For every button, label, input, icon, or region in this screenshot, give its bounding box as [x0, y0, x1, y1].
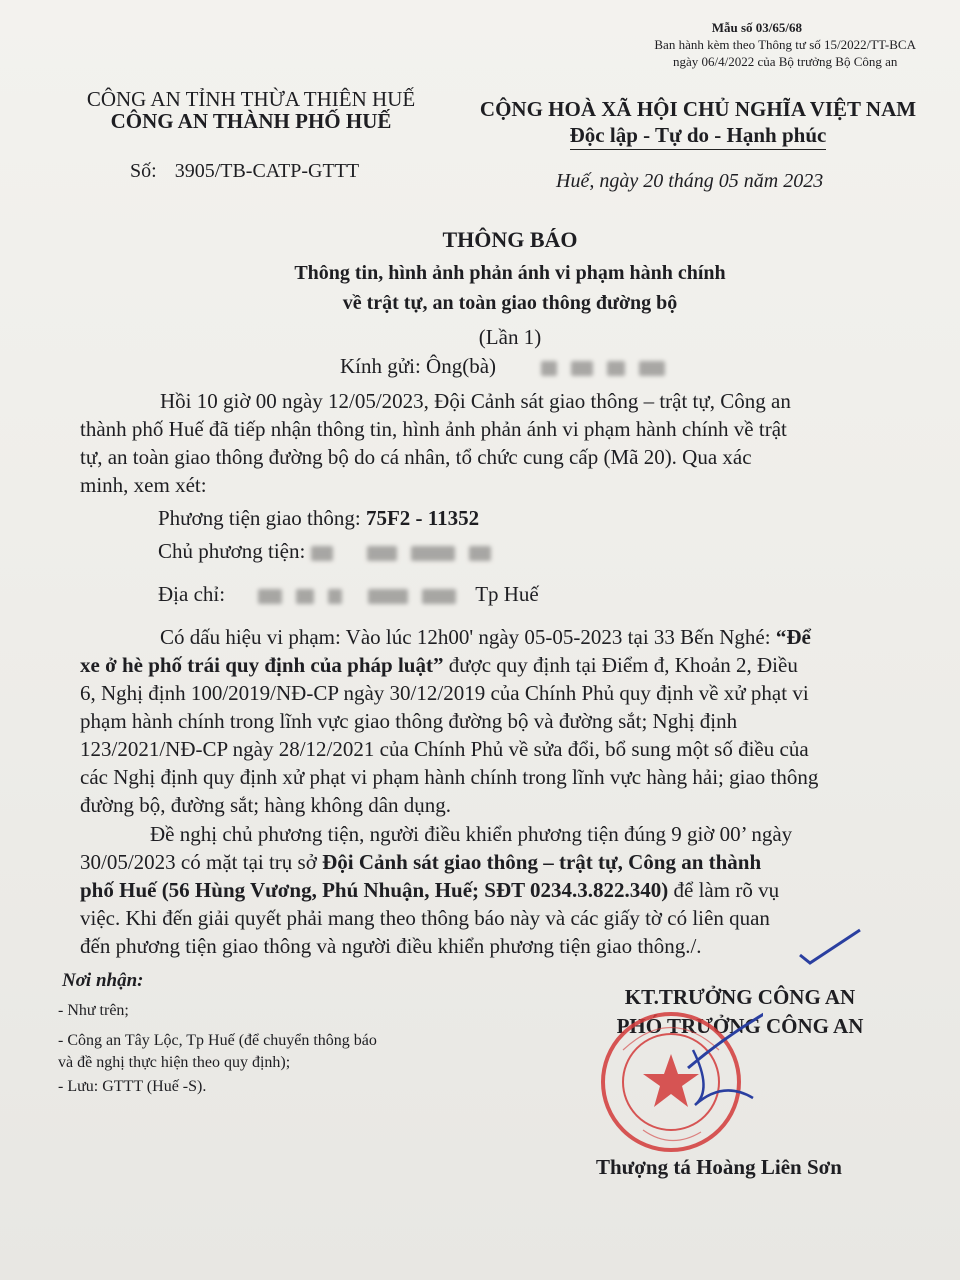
text-line-bold: “Để: [775, 625, 811, 649]
recipients-item: - Như trên;: [58, 1002, 129, 1019]
paragraph-request: [80, 820, 915, 960]
vehicle-plate: 75F2 - 11352: [365, 506, 480, 530]
vehicle-field: [158, 506, 479, 531]
signer-name: Thượng tá Hoàng Liên Sơn: [596, 1155, 842, 1179]
doc-no-value: 3905/TB-CATP-GTTT: [174, 160, 360, 182]
paragraph-receipt: [80, 387, 915, 499]
form-number: Mẫu số 03/65/68: [711, 20, 802, 35]
form-note-line: Ban hành kèm theo Thông tư số 15/2022/TT-BCA: [654, 37, 916, 52]
recipients-item: và đề nghị thực hiện theo quy định);: [58, 1054, 291, 1071]
violation-name: xe ở hè phố trái quy định của pháp luật”: [80, 653, 444, 677]
address-label: Địa chỉ:: [158, 582, 226, 606]
sign-title: KT.TRƯỞNG CÔNG AN: [624, 985, 856, 1009]
national-heading: [468, 96, 928, 150]
subtitle-line: Thông tin, hình ảnh phản ánh vi phạm hành chính: [294, 262, 726, 284]
owner-field: [158, 539, 505, 564]
recipients-title: Nơi nhận:: [62, 970, 144, 991]
form-note-line: ngày 06/4/2022 của Bộ trưởng Bộ Công an: [672, 54, 898, 69]
sign-title: PHÓ TRƯỞNG CÔNG AN: [616, 1014, 864, 1038]
agency-parent: CÔNG AN TỈNH THỪA THIÊN HUẾ: [86, 87, 416, 111]
text-line: phạm hành chính trong lĩnh vực giao thông đường bộ và đường sắt; Nghị định: [80, 709, 738, 733]
redacted-owner: [311, 539, 505, 563]
text-line: Đề nghị chủ phương tiện, người điều khiển phương tiện đúng 9 giờ 00’ ngày: [150, 822, 793, 846]
text-line: để làm rõ vụ: [668, 878, 780, 902]
text-line: minh, xem xét:: [80, 473, 207, 497]
recipients-item: - Lưu: GTTT (Huế -S).: [58, 1078, 207, 1095]
redacted-name: [541, 354, 679, 378]
addressee: [340, 354, 679, 379]
text-line: Có dấu hiệu vi phạm: Vào lúc 12h00' ngày 05-05-2023 tại 33 Bến Nghé:: [160, 625, 776, 649]
document-number: [130, 160, 359, 183]
place-date: Huế, ngày 20 tháng 05 năm 2023: [556, 170, 824, 192]
text-line: thành phố Huế đã tiếp nhận thông tin, hình ảnh phản ánh vi phạm hành chính về trật: [80, 417, 787, 441]
nation-name: CỘNG HOÀ XÃ HỘI CHỦ NGHĨA VIỆT NAM: [479, 97, 917, 121]
owner-label: Chủ phương tiện:: [158, 539, 306, 563]
recipients-item: - Công an Tây Lộc, Tp Huế (để chuyển thông báo: [58, 1032, 377, 1049]
vehicle-label: Phương tiện giao thông:: [158, 506, 361, 530]
office-address: phố Huế (56 Hùng Vương, Phú Nhuận, Huế; SĐT 0234.3.822.340): [80, 878, 669, 902]
text-line: tự, an toàn giao thông đường bộ do cá nhân, tổ chức cung cấp (Mã 20). Qua xác: [80, 445, 752, 469]
motto: Độc lập - Tự do - Hạnh phúc: [570, 122, 827, 150]
text-line: được quy định tại Điểm đ, Khoản 2, Điều: [443, 653, 798, 677]
address-city: Tp Huế: [475, 582, 539, 606]
document-title: THÔNG BÁO: [442, 227, 578, 252]
text-line: đến phương tiện giao thông và người điều khiển phương tiện giao thông./.: [80, 934, 702, 958]
text-line: các Nghị định quy định xử phạt vi phạm hành chính trong lĩnh vực hàng hải; giao thông: [80, 765, 819, 789]
redacted-address: [258, 582, 470, 606]
signature-tick-icon: [795, 925, 865, 965]
text-line: việc. Khi đến giải quyết phải mang theo thông báo này và các giấy tờ có liên quan: [80, 906, 770, 930]
text-line: 6, Nghị định 100/2019/NĐ-CP ngày 30/12/2019 của Chính Phủ quy định về xử phạt vi: [80, 681, 809, 705]
agency-name: CÔNG AN THÀNH PHỐ HUẾ: [110, 109, 392, 133]
notice-round: (Lần 1): [478, 325, 542, 349]
address-field: [158, 582, 539, 607]
addressee-label: Kính gửi: Ông(bà): [340, 354, 497, 378]
text-line: 123/2021/NĐ-CP ngày 28/12/2021 của Chính Phủ về sửa đổi, bổ sung một số điều của: [80, 737, 809, 761]
form-note: [654, 36, 916, 70]
document-subtitle: [0, 258, 960, 318]
text-line: Hồi 10 giờ 00 ngày 12/05/2023, Đội Cảnh sát giao thông – trật tự, Công an: [160, 389, 791, 413]
text-line: đường bộ, đường sắt; hàng không dân dụng.: [80, 793, 452, 817]
subtitle-line: về trật tự, an toàn giao thông đường bộ: [342, 292, 678, 314]
paragraph-violation: [80, 623, 915, 819]
office-name: Đội Cảnh sát giao thông – trật tự, Công an thành: [322, 850, 762, 874]
issuing-agency: [76, 88, 426, 132]
official-stamp-icon: [583, 1010, 763, 1160]
text-line: 30/05/2023 có mặt tại trụ sở: [80, 850, 323, 874]
doc-no-label: Số:: [130, 160, 157, 182]
